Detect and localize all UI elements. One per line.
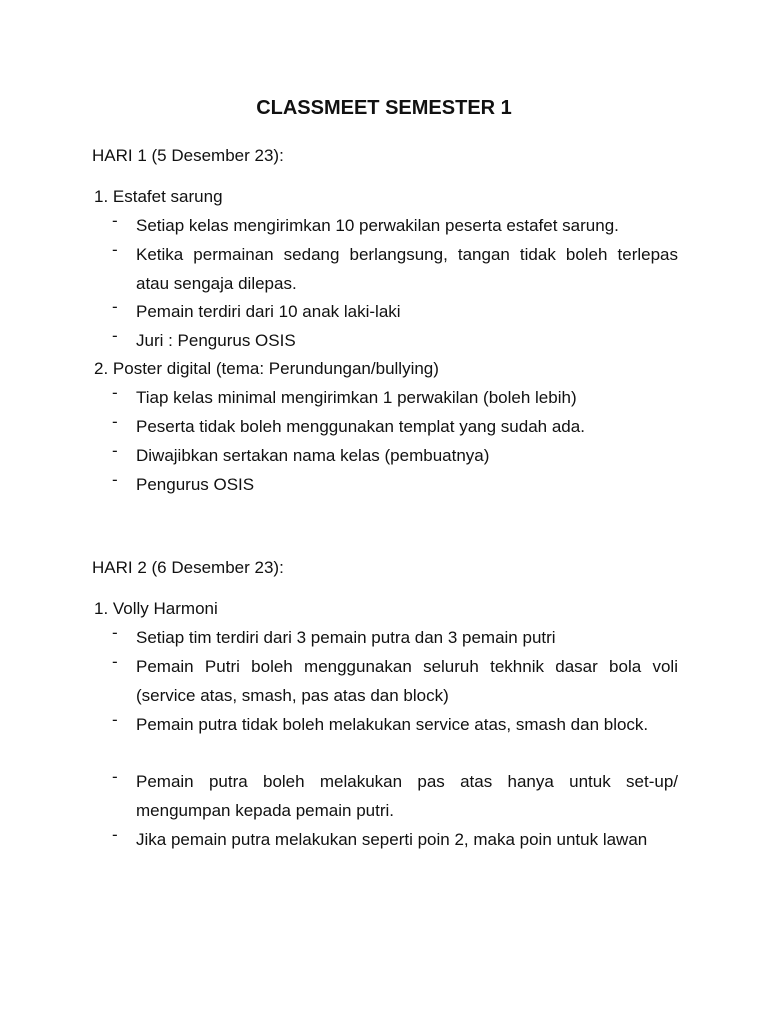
list-item (112, 240, 678, 298)
day-1-item-2-label: 2. Poster digital (tema: Perundungan/bullying) (94, 359, 439, 378)
list-item (112, 470, 678, 499)
list-item (112, 441, 678, 470)
dash-marker: - (112, 652, 118, 671)
dash-marker: - (112, 441, 118, 460)
bullet-text: Pengurus OSIS (136, 475, 255, 494)
bullet-text: Diwajibkan sertakan nama kelas (pembuatnya) (136, 446, 490, 465)
list-item (112, 383, 678, 412)
list-item (112, 326, 678, 355)
list-item (112, 211, 678, 240)
dash-marker: - (112, 412, 118, 431)
dash-marker: - (112, 825, 118, 844)
bullet-text: Peserta tidak boleh menggunakan templat yang sudah ada. (136, 417, 585, 436)
bullet-text: Pemain Putri boleh menggunakan seluruh tekhnik dasar bola voli (service atas, smash, pas atas dan block) (136, 657, 678, 705)
dash-marker: - (112, 623, 118, 642)
day-2-item-1-label: 1. Volly Harmoni (94, 599, 218, 618)
list-item (112, 412, 678, 441)
bullet-text: Ketika permainan sedang berlangsung, tangan tidak boleh terlepas atau sengaja dilepas. (136, 245, 678, 293)
bullet-text: Juri : Pengurus OSIS (136, 331, 296, 350)
day-1-item-1-label: 1. Estafet sarung (94, 187, 223, 206)
list-item (112, 767, 678, 825)
dash-marker: - (112, 211, 118, 230)
dash-marker: - (112, 326, 118, 345)
list-item (112, 652, 678, 710)
bullet-text: Pemain putra tidak boleh melakukan service atas, smash dan block. (136, 715, 649, 734)
day-1-heading: HARI 1 (5 Desember 23): (92, 146, 284, 165)
bullet-text: Tiap kelas minimal mengirimkan 1 perwakilan (boleh lebih) (136, 388, 577, 407)
dash-marker: - (112, 710, 118, 729)
list-item (112, 623, 678, 652)
bullet-text: Jika pemain putra melakukan seperti poin 2, maka poin untuk lawan (136, 830, 648, 849)
bullet-text: Setiap kelas mengirimkan 10 perwakilan peserta estafet sarung. (136, 216, 619, 235)
day-2-heading: HARI 2 (6 Desember 23): (92, 558, 284, 577)
dash-marker: - (112, 470, 118, 489)
list-item (112, 825, 678, 854)
dash-marker: - (112, 383, 118, 402)
bullet-text: Pemain putra boleh melakukan pas atas hanya untuk set-up/ mengumpan kepada pemain putri. (136, 772, 678, 820)
dash-marker: - (112, 297, 118, 316)
list-item (112, 710, 678, 739)
dash-marker: - (112, 240, 118, 259)
bullet-text: Setiap tim terdiri dari 3 pemain putra dan 3 pemain putri (136, 628, 556, 647)
bullet-text: Pemain terdiri dari 10 anak laki-laki (136, 302, 401, 321)
dash-marker: - (112, 767, 118, 786)
list-item (112, 297, 678, 326)
document-title: CLASSMEET SEMESTER 1 (256, 97, 512, 119)
